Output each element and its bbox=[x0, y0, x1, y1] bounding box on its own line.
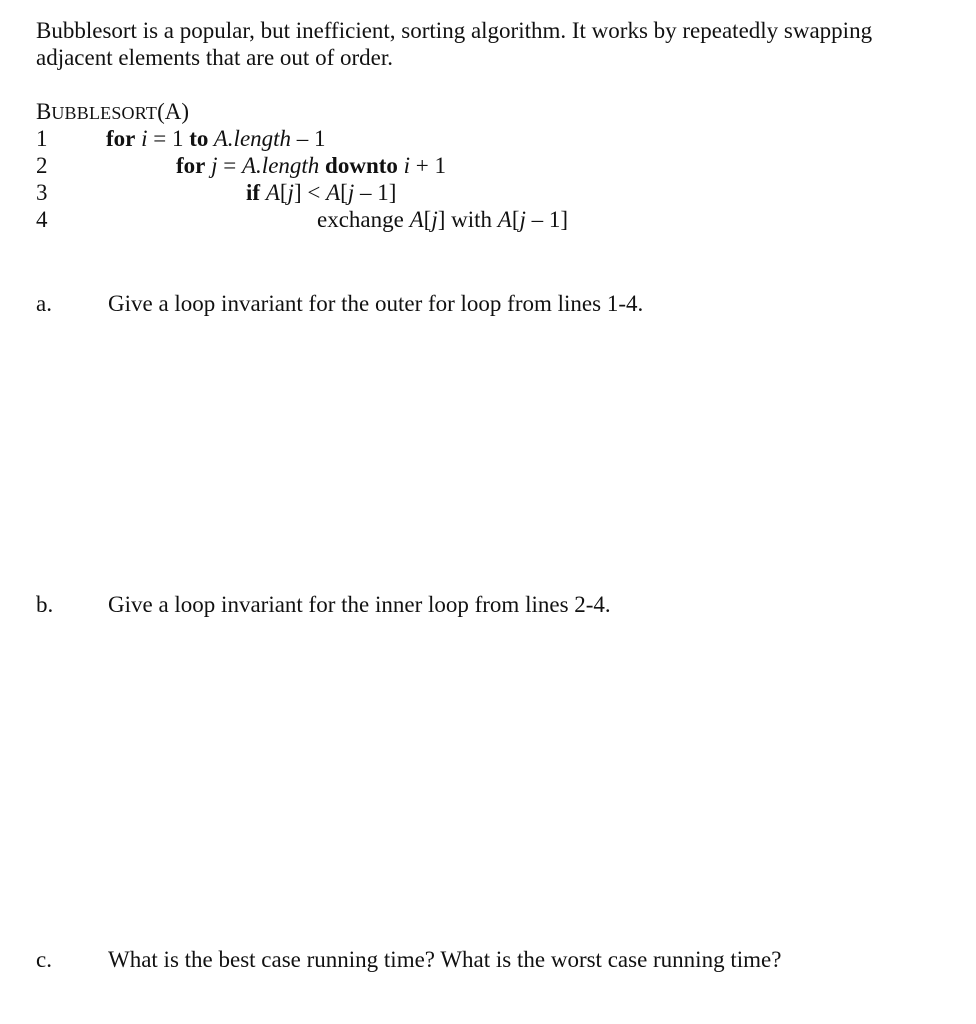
code-text: – 1 bbox=[291, 126, 326, 151]
question-label: c. bbox=[36, 947, 52, 972]
code-text: ] < bbox=[293, 180, 327, 205]
keyword-downto: downto bbox=[325, 153, 398, 178]
question-text: Give a loop invariant for the inner loop from lines 2-4. bbox=[108, 592, 611, 617]
line-number: 2 bbox=[36, 153, 48, 178]
variable-a-length: A.length bbox=[208, 126, 292, 151]
keyword-for: for bbox=[106, 126, 136, 151]
code-var: j bbox=[287, 180, 294, 205]
variable-a-length: A.length bbox=[242, 153, 320, 178]
algorithm-title bbox=[36, 98, 936, 125]
question-label: b. bbox=[36, 592, 54, 617]
code-line-4 bbox=[36, 206, 936, 233]
question-text: Give a loop invariant for the outer for loop from lines 1-4. bbox=[108, 291, 644, 316]
code-statement bbox=[176, 152, 446, 179]
code-var: j bbox=[519, 207, 526, 232]
code-statement bbox=[317, 206, 568, 233]
line-number: 3 bbox=[36, 180, 48, 205]
code-text: exchange bbox=[317, 207, 404, 232]
code-line-3 bbox=[36, 179, 936, 206]
question-b bbox=[36, 590, 936, 620]
code-text: = bbox=[217, 153, 242, 178]
code-var: A bbox=[326, 180, 341, 205]
code-text: – 1] bbox=[354, 180, 397, 205]
code-line-1 bbox=[36, 125, 936, 152]
intro-paragraph: Bubblesort is a popular, but inefficient, sorting algorithm. It works by repeatedly swapping adjacent elements that are out of order. bbox=[36, 18, 873, 70]
line-number: 1 bbox=[36, 126, 48, 151]
algorithm-title-rest: UBBLESORT bbox=[51, 103, 158, 123]
code-var: A bbox=[409, 207, 424, 232]
code-statement bbox=[106, 125, 326, 152]
question-text: What is the best case running time? What is the worst case running time? bbox=[108, 947, 782, 972]
code-text: [ bbox=[511, 207, 520, 232]
code-var: j bbox=[347, 180, 355, 205]
code-text: [ bbox=[340, 180, 348, 205]
keyword-for: for bbox=[176, 153, 206, 178]
code-text: = 1 bbox=[147, 126, 190, 151]
code-text: with bbox=[445, 207, 498, 232]
variable-i: i bbox=[403, 153, 411, 178]
code-var: j bbox=[431, 207, 438, 232]
algorithm-title-initial: B bbox=[36, 99, 52, 124]
code-text: [ bbox=[423, 207, 432, 232]
algorithm-title-args: (A) bbox=[157, 99, 190, 124]
variable-j: j bbox=[211, 153, 218, 178]
code-text: + 1 bbox=[410, 153, 447, 178]
code-text: [ bbox=[279, 180, 288, 205]
pseudocode-block bbox=[36, 98, 936, 233]
keyword-to: to bbox=[189, 126, 209, 151]
line-number: 4 bbox=[36, 207, 48, 232]
code-statement bbox=[246, 179, 396, 206]
code-var: A bbox=[497, 207, 512, 232]
code-text: ] bbox=[437, 207, 446, 232]
question-c bbox=[36, 945, 936, 975]
keyword-if: if bbox=[246, 180, 261, 205]
code-line-2 bbox=[36, 152, 936, 179]
question-a bbox=[36, 289, 936, 319]
variable-i: i bbox=[141, 126, 148, 151]
code-var: A bbox=[265, 180, 280, 205]
code-text: – 1] bbox=[525, 207, 569, 232]
question-label: a. bbox=[36, 291, 52, 316]
